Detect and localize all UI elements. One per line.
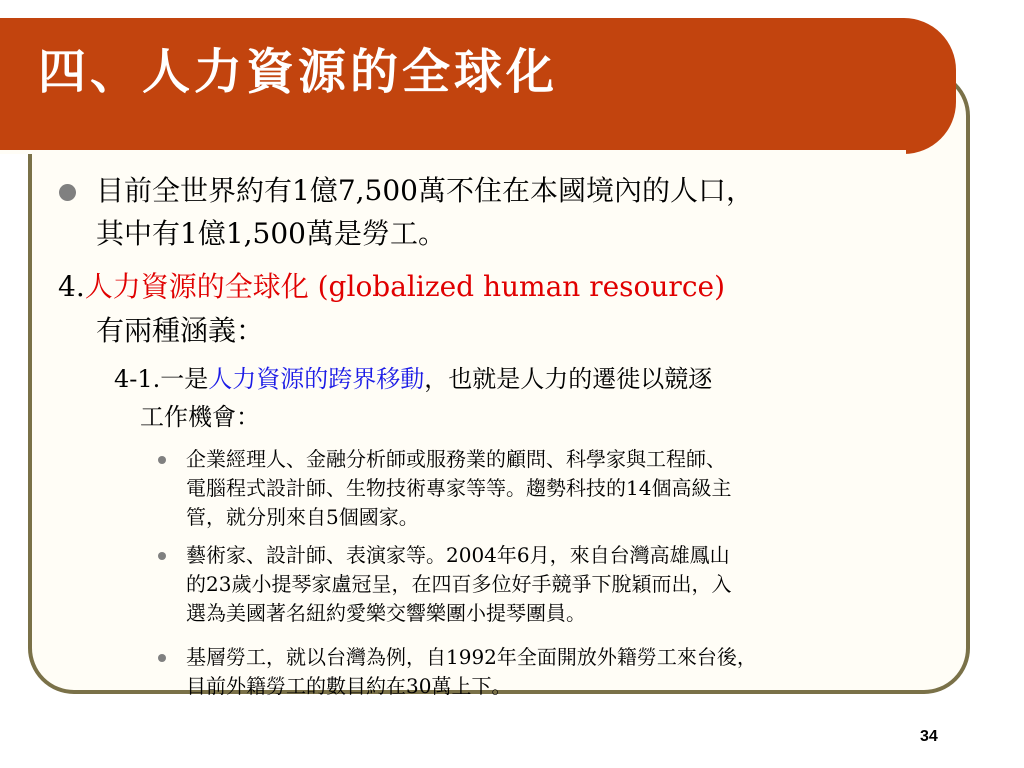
- section-4-line-2: 有兩種涵義：: [96, 314, 265, 347]
- sub-4-1-rest: ，也就是人力的遷徙以競逐: [424, 365, 713, 393]
- item-3-line-1: 基層勞工，就以台灣為例，自1992年全面開放外籍勞工來台後，: [186, 645, 757, 669]
- sub-4-1-line-2: 工作機會：: [140, 403, 260, 431]
- item-2-line-2: 的23歲小提琴家盧冠呈，在四百多位好手競爭下脫穎而出，入: [186, 572, 732, 596]
- item-2-line-1: 藝術家、設計師、表演家等。2004年6月，來自台灣高雄鳳山: [186, 543, 730, 567]
- bullet-1-line-1: 目前全世界約有1億7,500萬不住在本國境內的人口，: [96, 174, 754, 207]
- item-1-line-3: 管，就分別來自5個國家。: [186, 505, 419, 529]
- sub-4-1-heading: [114, 367, 712, 391]
- item-1-line-2: 電腦程式設計師、生物技術專家等等。趨勢科技的14個高級主: [186, 476, 732, 500]
- item-2-line-3: 選為美國著名紐約愛樂交響樂團小提琴團員。: [186, 601, 586, 625]
- section-4-heading: [58, 270, 725, 303]
- sub-4-1-highlight: 人力資源的跨界移動: [208, 365, 425, 393]
- bullet-dot-icon: [158, 654, 166, 662]
- bullet-dot-icon: [158, 456, 166, 464]
- sub-4-1-prefix: 4-1.一是: [114, 365, 209, 393]
- bullet-1-line-2: 其中有1億1,500萬是勞工。: [96, 217, 446, 250]
- section-4-number: 4.: [58, 270, 85, 303]
- bullet-dot-icon: [158, 552, 166, 560]
- page-number: 34: [920, 728, 938, 745]
- item-1-line-1: 企業經理人、金融分析師或服務業的顧問、科學家與工程師、: [186, 447, 726, 471]
- item-3-line-2: 目前外籍勞工的數目約在30萬上下。: [186, 674, 512, 698]
- section-4-heading-chinese: 人力資源的全球化: [84, 270, 309, 303]
- section-4-heading-english: (globalized human resource): [308, 270, 725, 303]
- bullet-dot-icon: [59, 184, 76, 201]
- slide-title: 四、人力資源的全球化: [38, 44, 559, 100]
